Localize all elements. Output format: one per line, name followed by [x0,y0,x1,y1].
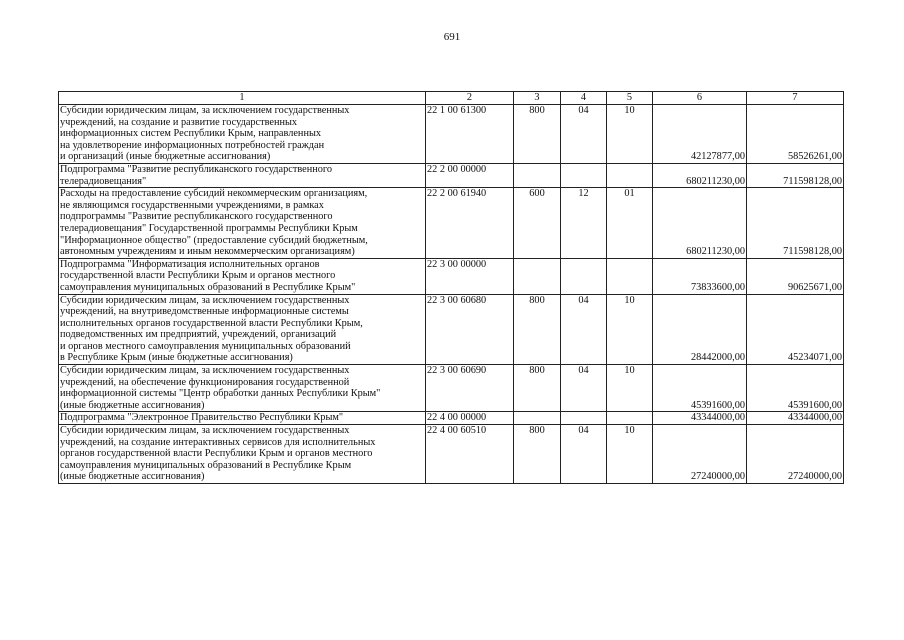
description-line: не являющимся государственными учреждениями, в рамках [60,199,324,211]
amount-column-6: 680211230,00 [653,163,747,187]
row-description [59,105,426,164]
budget-table [58,91,844,484]
expense-type-code: 800 [514,425,561,484]
table-row [59,258,844,294]
subsection-code [607,258,653,294]
amount-column-7: 58526261,00 [747,105,844,164]
description-line: в Республике Крым (иные бюджетные ассигнования) [60,352,293,364]
description-line: самоуправления муниципальных образований в Республике Крым [60,459,352,471]
description-line: учреждений, на создание и развитие государственных [60,116,298,128]
header-cell: 3 [514,92,561,105]
section-code: 04 [561,425,607,484]
description-line: Расходы на предоставление субсидий некоммерческим организациям, [60,188,368,200]
description-line: подведомственных им предприятий, учреждений, организаций [60,329,337,341]
description-line: учреждений, на внутриведомственные информационные системы [60,306,349,318]
description-line: информационных систем Республики Крым, направленных [60,128,322,140]
description-line: Подпрограмма "Развитие республиканского государственного [60,163,332,175]
expense-type-code [514,412,561,425]
description-line: телерадиовещания" Государственной программы Республики Крым [60,222,358,234]
row-description [59,188,426,259]
amount-column-6: 28442000,00 [653,294,747,365]
description-line: и организаций (иные бюджетные ассигнования) [60,151,271,163]
expense-type-code: 800 [514,294,561,365]
expense-type-code: 800 [514,365,561,412]
description-line: Субсидии юридическим лицам, за исключением государственных [60,294,350,306]
description-line: самоуправления муниципальных образований в Республике Крым" [60,281,356,293]
expense-type-code: 600 [514,188,561,259]
header-cell: 5 [607,92,653,105]
budget-classification-code: 22 2 00 61940 [426,188,514,259]
description-line: исполнительных органов государственной власти Республики Крым, [60,317,363,329]
budget-classification-code: 22 2 00 00000 [426,163,514,187]
amount-column-6: 45391600,00 [653,365,747,412]
amount-column-6: 680211230,00 [653,188,747,259]
row-description [59,412,426,425]
header-cell: 4 [561,92,607,105]
amount-column-7: 27240000,00 [747,425,844,484]
row-description [59,294,426,365]
budget-classification-code: 22 4 00 00000 [426,412,514,425]
subsection-code: 10 [607,425,653,484]
description-line: Субсидии юридическим лицам, за исключением государственных [60,105,350,116]
amount-column-7: 45234071,00 [747,294,844,365]
table-row [59,425,844,484]
description-line: Субсидии юридическим лицам, за исключением государственных [60,425,350,437]
description-line: Субсидии юридическим лицам, за исключением государственных [60,365,350,377]
amount-column-7: 45391600,00 [747,365,844,412]
table-header-row [59,92,844,105]
subsection-code: 10 [607,294,653,365]
amount-column-6: 73833600,00 [653,258,747,294]
header-cell: 6 [653,92,747,105]
budget-classification-code: 22 1 00 61300 [426,105,514,164]
section-code [561,163,607,187]
amount-column-6: 43344000,00 [653,412,747,425]
amount-column-7: 90625671,00 [747,258,844,294]
table-row [59,294,844,365]
description-line: государственной власти Республики Крым и органов местного [60,270,336,282]
budget-classification-code: 22 3 00 60680 [426,294,514,365]
description-line: автономным учреждениям и иным некоммерческим организациям) [60,246,355,258]
row-description [59,425,426,484]
description-line: "Информационное общество" (предоставление субсидий бюджетным, [60,234,368,246]
subsection-code: 10 [607,365,653,412]
subsection-code [607,412,653,425]
expense-type-code [514,258,561,294]
budget-classification-code: 22 4 00 60510 [426,425,514,484]
amount-column-7: 711598128,00 [747,188,844,259]
page-number: 691 [443,31,461,43]
section-code: 04 [561,105,607,164]
section-code: 12 [561,188,607,259]
description-line: Подпрограмма "Электронное Правительство Республики Крым" [60,412,344,424]
section-code: 04 [561,365,607,412]
budget-classification-code: 22 3 00 60690 [426,365,514,412]
description-line: учреждений, на обеспечение функционирования государственной [60,376,350,388]
amount-column-6: 42127877,00 [653,105,747,164]
amount-column-6: 27240000,00 [653,425,747,484]
description-line: учреждений, на создание интерактивных сервисов для исполнительных [60,436,376,448]
section-code [561,258,607,294]
description-line: (иные бюджетные ассигнования) [60,399,205,411]
description-line: телерадиовещания" [60,175,147,187]
subsection-code [607,163,653,187]
description-line: Подпрограмма "Информатизация исполнительных органов [60,258,320,270]
table-row [59,163,844,187]
section-code: 04 [561,294,607,365]
table-row [59,412,844,425]
header-cell: 2 [426,92,514,105]
section-code [561,412,607,425]
description-line: и органов местного самоуправления муниципальных образований [60,340,351,352]
description-line: на удовлетворение информационных потребностей граждан [60,139,325,151]
table-row [59,188,844,259]
expense-type-code [514,163,561,187]
row-description [59,258,426,294]
expense-type-code: 800 [514,105,561,164]
amount-column-7: 43344000,00 [747,412,844,425]
description-line: подпрограммы "Развитие республиканского государственного [60,211,333,223]
description-line: (иные бюджетные ассигнования) [60,471,205,483]
row-description [59,365,426,412]
budget-classification-code: 22 3 00 00000 [426,258,514,294]
row-description [59,163,426,187]
subsection-code: 01 [607,188,653,259]
description-line: информационной системы "Центр обработки данных Республики Крым" [60,388,381,400]
table-row [59,105,844,164]
subsection-code: 10 [607,105,653,164]
table-row [59,365,844,412]
description-line: органов государственной власти Республики Крым и органов местного [60,448,373,460]
header-cell: 1 [59,92,426,105]
amount-column-7: 711598128,00 [747,163,844,187]
header-cell: 7 [747,92,844,105]
